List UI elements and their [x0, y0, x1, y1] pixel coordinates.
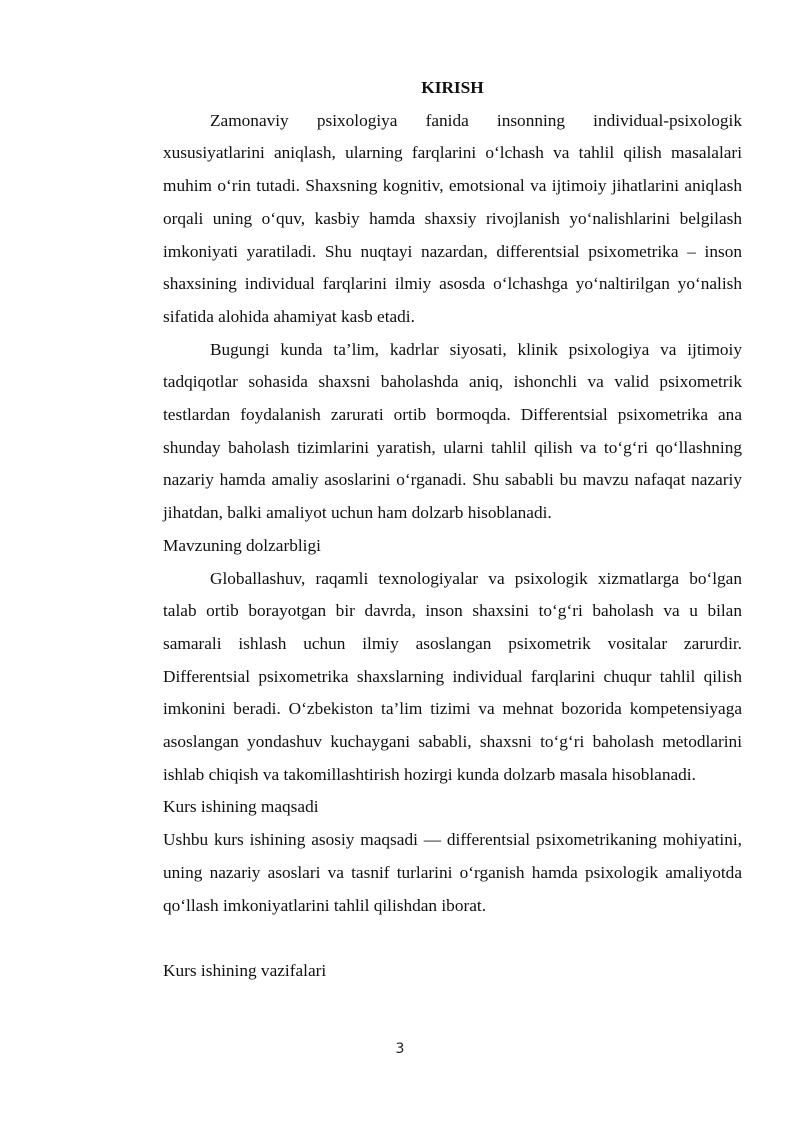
paragraph-context: Bugungi kunda ta’lim, kadrlar siyosati, klinik psixologiya va ijtimoiy tadqiqotlar sohasida shaxsni baholashda aniq, ishonchli va valid psixometrik testlardan foydalanish zarurati ortib bormoqda. Differentsial psixometrika ana shunday baholash tizimlarini yaratish, ularni tahlil qilish va to‘g‘ri qo‘llashning nazariy hamda amaliy asoslarini o‘rganadi. Shu sababli bu mavzu nafaqat nazariy jihatdan, balki amaliyot uchun ham dolzarb hisoblanadi.	[163, 339, 742, 523]
section-title: KIRISH	[421, 78, 484, 97]
heading-tasks: Kurs ishining vazifalari	[163, 960, 327, 980]
heading-goal: Kurs ishining maqsadi	[163, 797, 319, 817]
blank-line	[163, 922, 742, 955]
page-content	[163, 72, 742, 988]
heading-relevance: Mavzuning dolzarbligi	[163, 535, 321, 555]
paragraph-intro: Zamonaviy psixologiya fanida insonning individual-psixologik xususiyatlarini aniqlash, ularning farqlarini o‘lchash va tahlil qilish masalalari muhim o‘rin tutadi. Shaxsning kognitiv, emotsional va ijtimoiy jihatlarini aniqlash orqali uning o‘quv, kasbiy hamda shaxsiy rivojlanish yo‘nalishlarini belgilash imkoniyati yaratiladi. Shu nuqtayi nazardan, differentsial psixometrika – inson shaxsining individual farqlarini ilmiy asosda o‘lchashga yo‘naltirilgan yo‘nalish sifatida alohida ahamiyat kasb etadi.	[163, 110, 742, 326]
paragraph-relevance: Globallashuv, raqamli texnologiyalar va psixologik xizmatlarga bo‘lgan talab ortib borayotgan bir davrda, inson shaxsini to‘g‘ri baholash va u bilan samarali ishlash uchun ilmiy asoslangan psixometrik vositalar zarurdir. Differentsial psixometrika shaxslarning individual farqlarini chuqur tahlil qilish imkonini beradi. O‘zbekiston ta’lim tizimi va mehnat bozorida kompetensiyaga asoslangan yondashuv kuchaygani sababli, shaxsni to‘g‘ri baholash metodlarini ishlab chiqish va takomillashtirish hozirgi kunda dolzarb masala hisoblanadi.	[163, 568, 742, 784]
paragraph-goal: Ushbu kurs ishining asosiy maqsadi — differentsial psixometrikaning mohiyatini, uning nazariy asoslari va tasnif turlarini o‘rganish hamda psixologik amaliyotda qo‘llash imkoniyatlarini tahlil qilishdan iborat.	[163, 830, 742, 915]
page-number: 3	[395, 1041, 405, 1057]
